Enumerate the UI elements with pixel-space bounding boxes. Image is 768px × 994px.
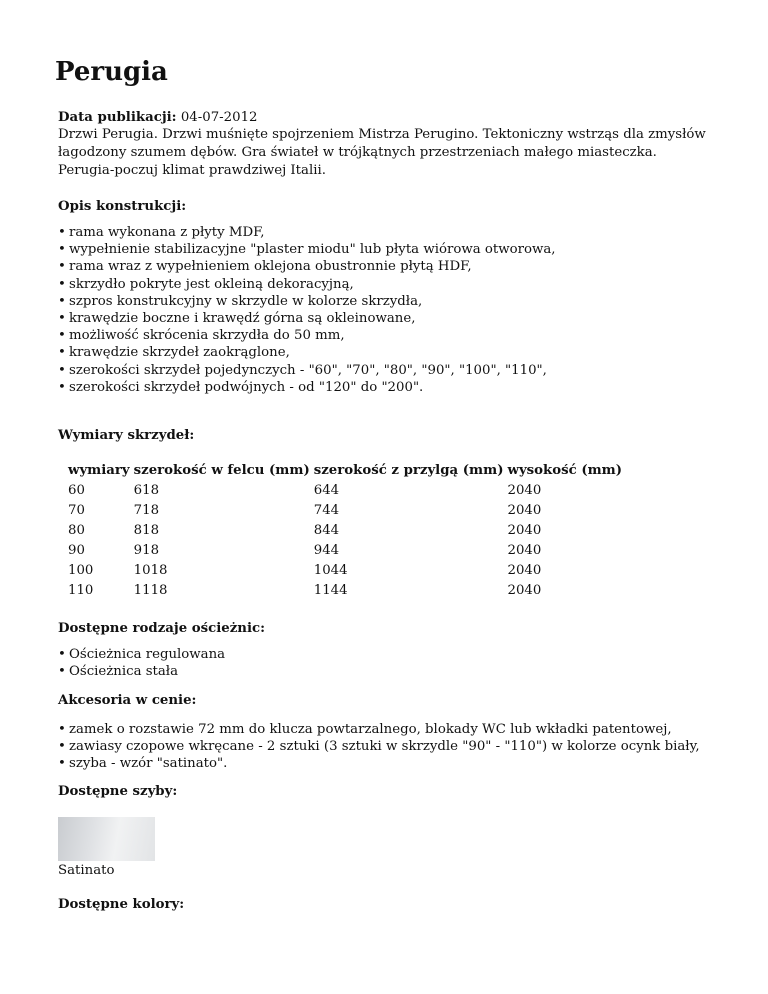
column-header: szerokość w felcu (mm) — [133, 463, 310, 478]
column-header: wysokość (mm) — [507, 463, 623, 478]
table-cell: 2040 — [507, 523, 542, 538]
column-header: wymiary — [68, 463, 130, 478]
list-item: • szerokości skrzydeł podwójnych - od "120" do "200". — [58, 379, 556, 396]
list-item: • Ościeżnica stała — [58, 663, 225, 680]
table-row — [68, 521, 626, 541]
construction-heading: Opis konstrukcji: — [58, 199, 187, 214]
intro-text: Drzwi Perugia. Drzwi muśnięte spojrzeniem Mistrza Perugino. Tektoniczny wstrząs dla zmysłów łagodzony szumem dębów. Gra świateł w trójkątnych przestrzeniach małego miasteczka. Perugia-poczuj klimat prawdziwej Italii. — [58, 127, 706, 178]
list-item: • skrzydło pokryte jest okleiną dekoracyjną, — [58, 276, 556, 293]
table-cell: 60 — [68, 483, 85, 498]
list-item: • rama wraz z wypełnieniem oklejona obustronnie płytą HDF, — [58, 258, 556, 275]
page-title: Perugia — [55, 57, 168, 87]
table-row — [68, 541, 626, 561]
table-cell: 90 — [68, 543, 85, 558]
list-item: • wypełnienie stabilizacyjne "plaster miodu" lub płyta wiórowa otworowa, — [58, 241, 556, 258]
table-cell: 1118 — [133, 583, 168, 598]
glass-swatch[interactable] — [58, 817, 155, 861]
table-row — [68, 501, 626, 521]
list-item: • zawiasy czopowe wkręcane - 2 sztuki (3 sztuki w skrzydle "90" - "110") w kolorze ocynk biały, — [58, 738, 700, 755]
table-header-row — [68, 461, 626, 481]
table-cell: 2040 — [507, 543, 542, 558]
table-cell: 818 — [133, 523, 160, 538]
table-cell: 70 — [68, 503, 85, 518]
table-cell: 1144 — [313, 583, 348, 598]
list-item: • możliwość skrócenia skrzydła do 50 mm, — [58, 327, 556, 344]
publication-date: 04-07-2012 — [180, 110, 258, 125]
list-item: • Ościeżnica regulowana — [58, 646, 225, 663]
publication-label: Data publikacji: — [58, 110, 177, 125]
table-cell: 2040 — [507, 563, 542, 578]
dimensions-table — [68, 461, 626, 601]
dimensions-heading: Wymiary skrzydeł: — [58, 428, 195, 443]
construction-list — [58, 224, 556, 396]
list-item: • szpros konstrukcyjny w skrzydle w kolorze skrzydła, — [58, 293, 556, 310]
accessories-heading: Akcesoria w cenie: — [58, 693, 197, 708]
table-cell: 918 — [133, 543, 160, 558]
accessories-list — [58, 721, 700, 773]
glass-heading: Dostępne szyby: — [58, 784, 178, 799]
list-item: • zamek o rozstawie 72 mm do klucza powtarzalnego, blokady WC lub wkładki patentowej, — [58, 721, 700, 738]
table-cell: 944 — [313, 543, 340, 558]
publication-info — [58, 108, 258, 127]
list-item: • szerokości skrzydeł pojedynczych - "60", "70", "80", "90", "100", "110", — [58, 362, 556, 379]
colors-heading: Dostępne kolory: — [58, 897, 185, 912]
list-item: • krawędzie skrzydeł zaokrąglone, — [58, 344, 556, 361]
table-cell: 100 — [68, 563, 94, 578]
frames-list — [58, 646, 225, 680]
table-cell: 1018 — [133, 563, 168, 578]
table-row — [68, 581, 626, 601]
table-cell: 80 — [68, 523, 85, 538]
column-header: szerokość z przylgą (mm) — [313, 463, 504, 478]
table-cell: 844 — [313, 523, 340, 538]
list-item: • rama wykonana z płyty MDF, — [58, 224, 556, 241]
glass-name: Satinato — [58, 863, 115, 878]
table-cell: 618 — [133, 483, 160, 498]
table-row — [68, 561, 626, 581]
table-cell: 718 — [133, 503, 160, 518]
list-item: • szyba - wzór "satinato". — [58, 755, 700, 772]
table-cell: 644 — [313, 483, 340, 498]
table-cell: 744 — [313, 503, 340, 518]
table-cell: 2040 — [507, 503, 542, 518]
table-cell: 110 — [68, 583, 94, 598]
table-cell: 2040 — [507, 483, 542, 498]
table-row — [68, 481, 626, 501]
table-cell: 1044 — [313, 563, 348, 578]
frames-heading: Dostępne rodzaje ościeżnic: — [58, 621, 266, 636]
list-item: • krawędzie boczne i krawędź górna są okleinowane, — [58, 310, 556, 327]
table-cell: 2040 — [507, 583, 542, 598]
